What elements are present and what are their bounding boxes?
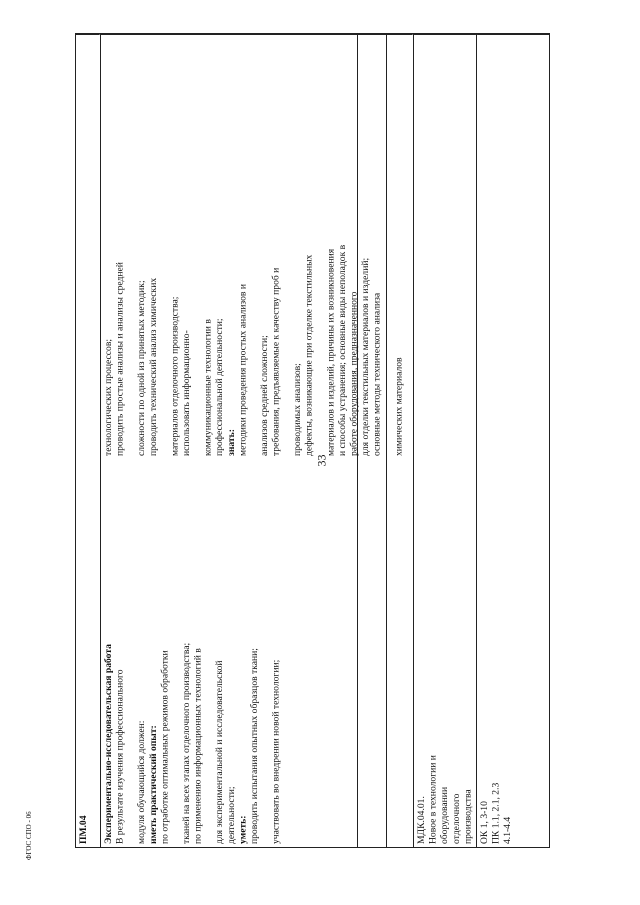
text-line: сложности по одной из принятых методик; (135, 280, 147, 456)
description-cell (101, 34, 404, 459)
empty-column (386, 34, 413, 847)
curriculum-table (75, 33, 550, 848)
text-line: иметь практический опыт: (147, 725, 159, 844)
text-line: и способы устранения; основные виды неполадок в (336, 244, 348, 456)
mdk-cell (414, 34, 476, 459)
text-line: проводить испытания опытных образцов ткани; (248, 648, 260, 844)
text-line: по применению информационных технологий в (192, 648, 204, 844)
text-line: материалов отделочного производства; (169, 296, 181, 456)
empty-column (357, 34, 387, 847)
module-code: ПМ.04 (78, 815, 89, 844)
text-line: коммуникационные технологии в (202, 319, 214, 456)
module-code-cell (76, 459, 100, 847)
mdk-line: производства (462, 789, 474, 844)
text-line: химических материалов (392, 357, 404, 456)
mdk-column (413, 34, 476, 847)
empty-cell (358, 34, 387, 459)
competence-line: 4.1-4.4 (502, 816, 514, 844)
text-line: использовать информационно- (180, 330, 192, 456)
code-column (76, 34, 100, 847)
mdk-cell (414, 459, 476, 847)
module-code-cell (76, 34, 100, 459)
competence-column (476, 34, 549, 847)
text-line: модуля обучающийся должен: (135, 720, 147, 844)
text-line: работе оборудования, предназначенного (348, 291, 360, 456)
text-line: профессиональной деятельности; (213, 318, 225, 456)
text-line: для экспериментальной и исследовательской (213, 660, 225, 844)
text-line: требования, предъявляемые к качеству проб и (270, 267, 282, 456)
text-line: участвовать во внедрении новой технологии; (270, 659, 282, 844)
description-cell (101, 459, 357, 847)
text-line: проводить технический анализ химических (147, 277, 159, 456)
competence-cell (477, 459, 549, 847)
text-line: деятельности; (225, 786, 237, 844)
mdk-line: Новое в технологии и (427, 755, 439, 844)
empty-cell (358, 459, 387, 847)
text-line: технологических процессов; (102, 338, 114, 456)
mdk-line: отделочного (450, 793, 462, 844)
footer: ФГОС СПО - 06 (25, 811, 33, 860)
text-line: для отделки текстильных материалов и изделий; (359, 257, 371, 456)
competence-cell (477, 34, 549, 459)
text-line: по отработке оптимальных режимов обработки (159, 650, 171, 844)
text-line: дефекты, возникающие при отделке текстильных (303, 254, 315, 456)
text-line: уметь: (237, 815, 249, 844)
text-line: основные методы технического анализа (371, 292, 383, 456)
empty-cell (387, 459, 413, 847)
mdk-line: оборудовании (439, 786, 451, 844)
description-column (100, 34, 404, 847)
competence-line: ОК 1, 3-10 (478, 801, 490, 844)
text-line: тканей на всех этапах отделочного производства; (180, 642, 192, 844)
text-line: методики проведения простых анализов и (237, 284, 249, 456)
text-line: проводимых анализов; (291, 363, 303, 456)
text-line: анализов средней сложности; (258, 335, 270, 456)
text-line: Экспериментально-исследовательская работа (102, 644, 114, 844)
text-line: знать: (225, 429, 237, 456)
empty-cell (387, 34, 413, 459)
page-number: 33 (314, 454, 329, 467)
mdk-line: МДК.04.01. (415, 796, 427, 844)
text-line: проводить простые анализы и анализы средней (114, 262, 126, 456)
competence-line: ПК 1.1, 2.1, 2.3 (490, 782, 502, 844)
text-line: материалов и изделий, причины их возникновения (325, 248, 336, 456)
text-line: В результате изучения профессионального (114, 669, 126, 844)
